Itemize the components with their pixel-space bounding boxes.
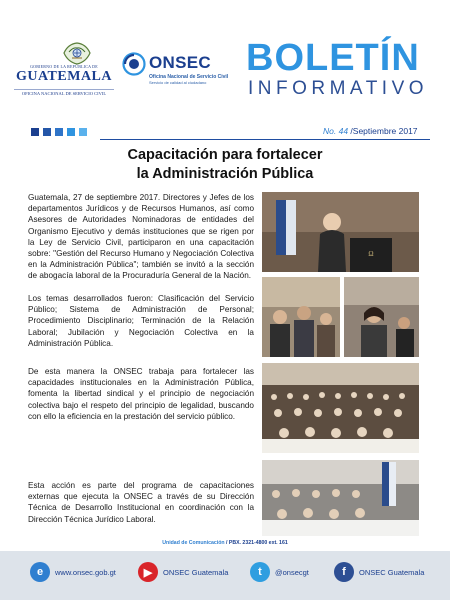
youtube-icon: ▶	[138, 562, 158, 582]
svg-text:Ω: Ω	[368, 250, 374, 258]
onsec-logo	[122, 52, 242, 92]
issue-number: No. 44	[323, 126, 349, 136]
article-paragraph: Esta acción es parte del programa de capacitaciones externas que ejecuta la ONSEC a través de su Dirección Técnica de Desarrollo Institucional en coordinación con la Dirección Técnica Jurídico Laboral.	[28, 481, 254, 524]
audience-photo	[262, 277, 340, 357]
bulletin-subtitle: INFORMATIVO	[248, 78, 429, 99]
communication-unit	[0, 540, 450, 546]
guatemala-logo	[14, 40, 114, 100]
article-paragraph: De esta manera la ONSEC trabaja para fortalecer las capacidades institucionales en la Administración Pública, fomenta la libertad sindical y el principio de negociación colectiva bajo el respeto del principio de legalidad, buscando con ello la eficiencia en la prestación del servicio público.	[28, 367, 254, 421]
unit-label: Unidad de Comunicación	[162, 540, 225, 546]
guatemala-sub-text: OFICINA NACIONAL DE SERVICIO CIVIL	[14, 89, 114, 96]
article-headline	[60, 146, 390, 184]
training-room-photo	[262, 460, 419, 536]
conference-room-photo	[262, 363, 419, 453]
youtube-link[interactable]	[138, 561, 228, 583]
decor-square	[43, 128, 51, 136]
facebook-link[interactable]	[334, 561, 424, 583]
footer-bar	[0, 551, 450, 600]
website-label: www.onsec.gob.gt	[55, 567, 116, 577]
onsec-tagline: Oficina Nacional de Servicio Civil	[149, 74, 229, 80]
twitter-link[interactable]	[250, 561, 309, 583]
decor-square	[79, 128, 87, 136]
guatemala-small-text: GOBIERNO DE LA REPÚBLICA DE	[30, 64, 98, 69]
onsec-emblem-icon	[122, 52, 146, 76]
article-paragraph: Guatemala, 27 de septiembre 2017. Directores y Jefes de los departamentos Jurídicos y de Recursos Humanos, así como Asesores de Autoridades Nominadoras de entidades del Organismo Ejecutivo y demás instituciones que se rigen por la Ley de Servicio Civil, participaron en una capacitación sobre: "Gestión del Recurso Humano y Negociación Colectiva en la Administración Pública"; también se invitó a la sección de abogacía laboral de la Procuraduría General de la Nación.	[28, 193, 254, 281]
website-link[interactable]	[30, 561, 116, 583]
twitter-icon: t	[250, 562, 270, 582]
youtube-label: ONSEC Guatemala	[163, 567, 229, 577]
headline-line-1: Capacitación para fortalecer	[127, 147, 323, 163]
decor-square	[31, 128, 39, 136]
facebook-label: ONSEC Guatemala	[359, 567, 425, 577]
facebook-icon: f	[334, 562, 354, 582]
web-icon: e	[30, 562, 50, 582]
issue-info	[323, 126, 418, 136]
unit-phone: / PBX. 2321-4800 ext. 161	[226, 540, 288, 546]
guatemala-name: GUATEMALA	[15, 69, 113, 84]
twitter-label: @onsecgt	[275, 567, 309, 577]
article-paragraph: Los temas desarrollados fueron: Clasificación del Servicio Público; Sistema de Administración de Personal; Procedimiento Disciplinario; Terminación de la Relación Laboral; Jubilación y Negociación Colectiva en la Administración Pública.	[28, 294, 254, 348]
speaker-photo	[262, 192, 419, 272]
onsec-name: ONSEC	[149, 53, 211, 72]
bulletin-title: BOLETÍN	[246, 37, 420, 79]
decor-square	[55, 128, 63, 136]
coat-of-arms-icon	[60, 40, 94, 66]
issue-date: /Septiembre 2017	[350, 126, 418, 136]
headline-line-2: la Administración Pública	[136, 166, 314, 182]
header-divider	[100, 139, 430, 140]
decor-square	[67, 128, 75, 136]
participant-photo	[344, 277, 419, 357]
onsec-motto: Servicio de calidad al ciudadano	[149, 80, 207, 85]
